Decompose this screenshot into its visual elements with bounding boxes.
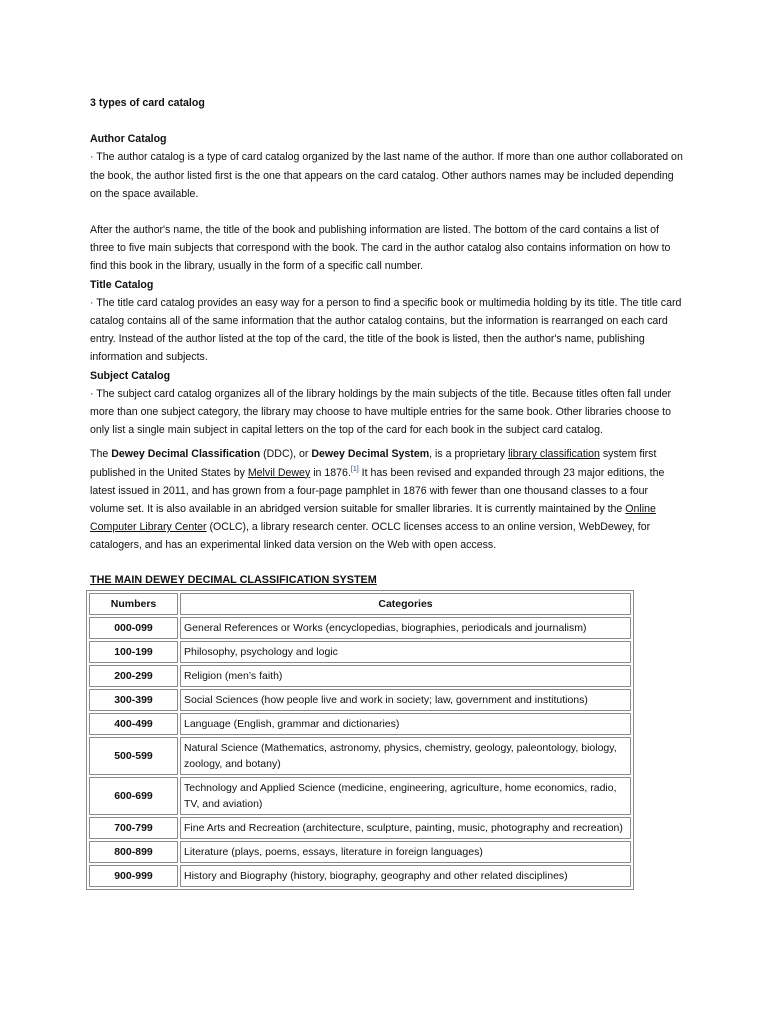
dewey-text: (DDC), or — [260, 448, 312, 461]
dewey-paragraph — [90, 445, 685, 554]
document-page — [90, 94, 690, 890]
table-row — [89, 777, 631, 815]
table-row — [89, 689, 631, 711]
class-number: 600-699 — [89, 777, 178, 815]
table-row — [89, 865, 631, 887]
class-category: Language (English, grammar and dictionaries) — [180, 713, 631, 735]
table-title: THE MAIN DEWEY DECIMAL CLASSIFICATION SYSTEM — [90, 573, 377, 586]
dewey-text: The — [90, 448, 112, 461]
dewey-text: in 1876. — [310, 466, 351, 479]
class-category: Fine Arts and Recreation (architecture, sculpture, painting, music, photography and recreation) — [180, 817, 631, 839]
class-number: 300-399 — [89, 689, 178, 711]
class-number: 800-899 — [89, 841, 178, 863]
table-row — [89, 617, 631, 639]
title-paragraph: · The title card catalog provides an easy way for a person to find a specific book or multimedia holding by its title. The title card catalog contains all of the same information that the author catalog contains, but the information is rearranged on each card entry. Instead of the author listed at the top of the card, the title of the book is listed, then the author's name, publishing information and subjects. — [90, 296, 682, 364]
dewey-term-ddc: Dewey Decimal Classification — [111, 448, 261, 461]
class-number: 700-799 — [89, 817, 178, 839]
class-number: 100-199 — [89, 641, 178, 663]
author-paragraph-2: After the author's name, the title of the book and publishing information are listed. The bottom of the card contains a list of three to five main subjects that correspond with the book. The card in the author catalog also contains information on how to find this book in the library, usually in the form of a specific call number. — [90, 224, 671, 273]
footnote-ref-link[interactable]: [1] — [350, 465, 359, 473]
document-title: 3 types of card catalog — [90, 97, 205, 109]
class-number: 000-099 — [89, 617, 178, 639]
spacer — [90, 203, 690, 221]
class-category: Natural Science (Mathematics, astronomy, physics, chemistry, geology, paleontology, biology, zoology, and botany) — [180, 737, 631, 775]
spacer — [90, 112, 690, 130]
dewey-text: (OCLC), a library research center. OCLC licenses access to an online version, WebDewey, for catalogers, and has an experimental linked data version on the Web with open access. — [90, 521, 651, 552]
dewey-term-system: Dewey Decimal System — [311, 448, 430, 461]
section-heading-title: Title Catalog — [90, 278, 154, 291]
dewey-text: It has been revised and expanded through 23 major editions, the latest issued in 2011, and has grown from a four-page pamphlet in 1876 with fewer than one thousand classes to a four volume set. It is also available in an abridged version suitable for smaller libraries. It is currently maintained by the — [90, 466, 665, 516]
table-row — [89, 817, 631, 839]
melvil-dewey-link[interactable]: Melvil Dewey — [247, 466, 311, 479]
oclc-link[interactable]: Online Computer Library Center — [90, 503, 656, 534]
class-number: 400-499 — [89, 713, 178, 735]
class-number: 500-599 — [89, 737, 178, 775]
author-paragraph-1: · The author catalog is a type of card catalog organized by the last name of the author. If more than one author collaborated on the book, the author listed first is the one that appears on the card catalog. Other authors names may be included depending on the space available. — [90, 151, 683, 200]
class-category: Literature (plays, poems, essays, literature in foreign languages) — [180, 841, 631, 863]
table-row — [89, 841, 631, 863]
table-row — [89, 713, 631, 735]
class-category: Religion (men’s faith) — [180, 665, 631, 687]
library-classification-link[interactable]: library classification — [508, 448, 600, 461]
section-heading-subject: Subject Catalog — [90, 369, 171, 382]
dewey-text: system first published in the United States by — [90, 448, 657, 479]
class-category: Technology and Applied Science (medicine, engineering, agriculture, home economics, radio, TV, and aviation) — [180, 777, 631, 815]
table-row — [89, 665, 631, 687]
section-heading-author: Author Catalog — [90, 133, 167, 146]
table-header-row — [89, 593, 631, 615]
class-number: 200-299 — [89, 665, 178, 687]
table-row — [89, 737, 631, 775]
class-category: General References or Works (encyclopedias, biographies, periodicals and journalism) — [180, 617, 631, 639]
table-row — [89, 641, 631, 663]
subject-paragraph: · The subject card catalog organizes all of the library holdings by the main subjects of the title. Because titles often fall under more than one subject category, the library may choose to have multiple entries for the same book. Other libraries choose to only list a single main subject in capital letters on the top of the card for each book in the subject card catalog. — [90, 387, 672, 437]
class-number: 900-999 — [89, 865, 178, 887]
class-category: Philosophy, psychology and logic — [180, 641, 631, 663]
numbers-column-header: Numbers — [89, 593, 178, 615]
categories-column-header: Categories — [180, 593, 631, 615]
dewey-classification-table — [86, 590, 634, 890]
class-category: History and Biography (history, biography, geography and other related disciplines) — [180, 865, 631, 887]
class-category: Social Sciences (how people live and work in society; law, government and institutions) — [180, 689, 631, 711]
dewey-text: , is a proprietary — [429, 448, 509, 461]
